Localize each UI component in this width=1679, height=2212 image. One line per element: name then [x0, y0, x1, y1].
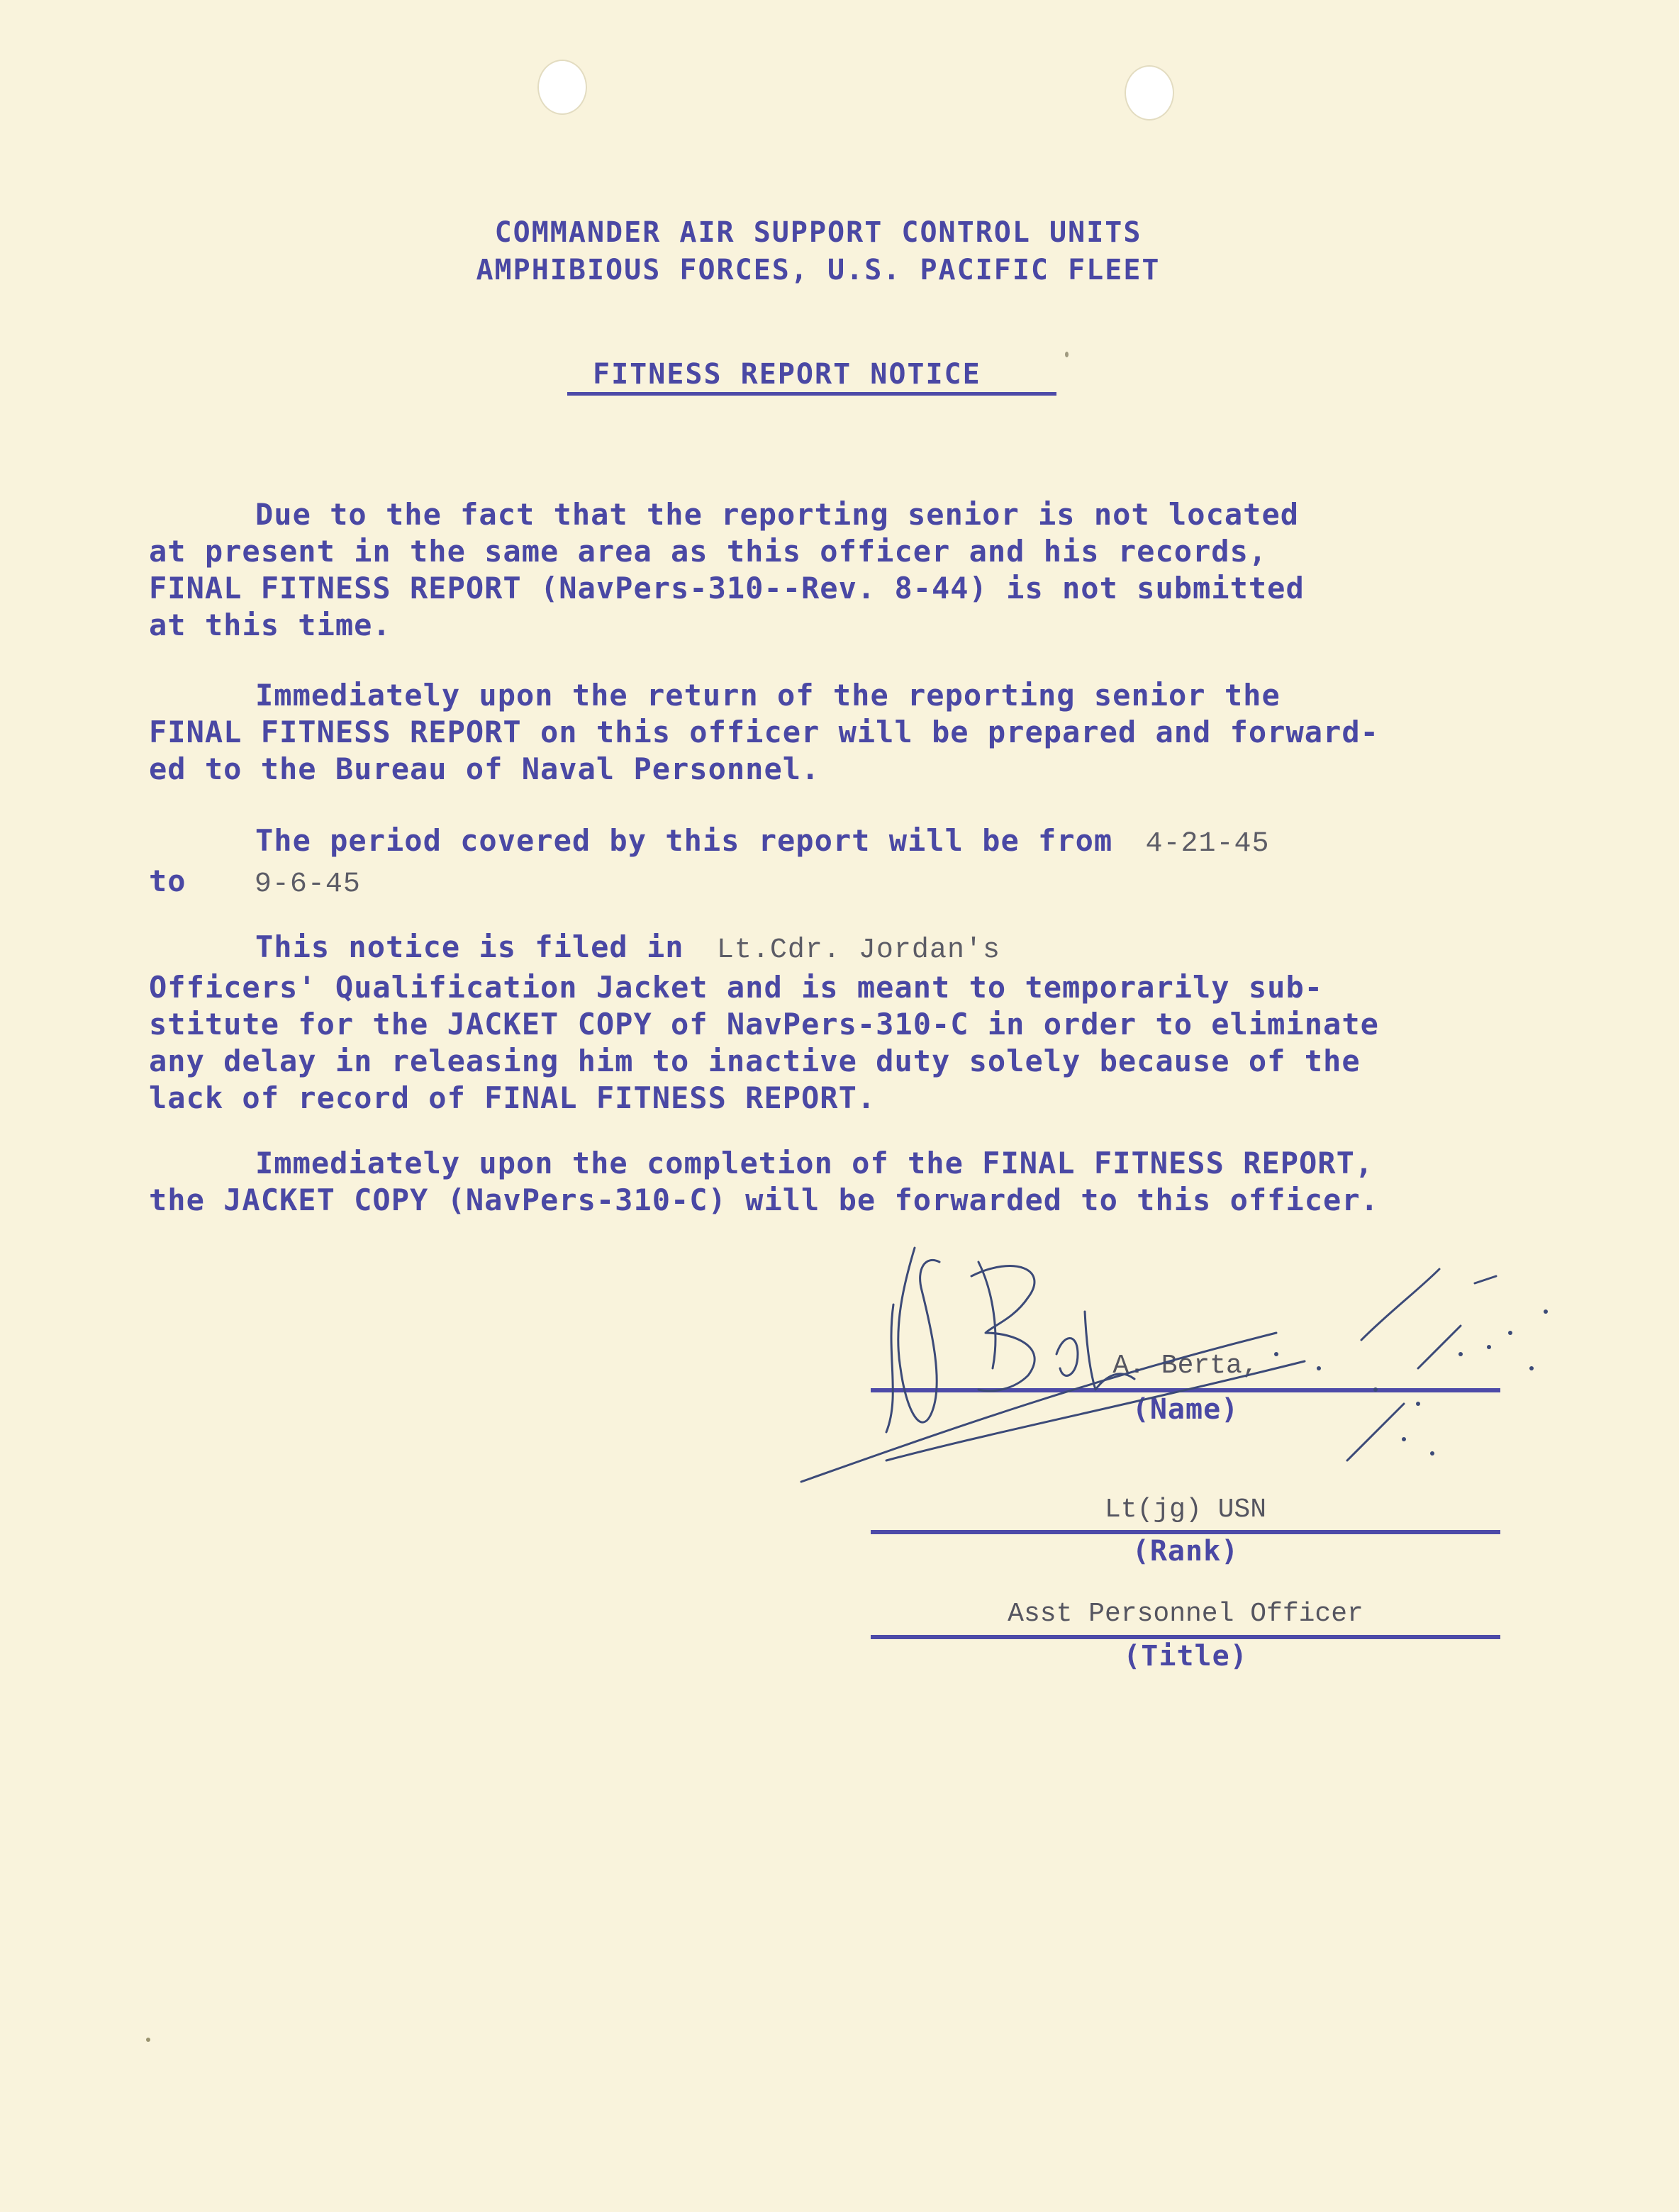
- period-text: The period covered by this report will be from: [255, 823, 1113, 858]
- paragraph-line: Due to the fact that the reporting senior is not located: [255, 497, 1300, 532]
- paragraph-line: FINAL FITNESS REPORT (NavPers-310--Rev. 8-44) is not submitted: [149, 571, 1305, 605]
- paragraph-line: FINAL FITNESS REPORT on this officer will be prepared and forward-: [149, 715, 1379, 749]
- title-line: [871, 1635, 1500, 1639]
- title-underline: [567, 392, 1056, 396]
- filed-in-text: This notice is filed in: [255, 929, 684, 964]
- title-caption: (Title): [1123, 1640, 1248, 1672]
- period-to-label: to: [149, 864, 186, 898]
- paragraph-5: [149, 1145, 1539, 1219]
- paragraph-line: ed to the Bureau of Naval Personnel.: [149, 752, 820, 786]
- punch-hole-right: [1125, 65, 1174, 121]
- paragraph-2: [149, 677, 1539, 788]
- paragraph-4: [149, 929, 1539, 1117]
- rank-value: Lt(jg) USN: [1104, 1495, 1267, 1525]
- paragraph-line: the JACKET COPY (NavPers-310-C) will be forwarded to this officer.: [149, 1183, 1379, 1217]
- rank-caption: (Rank): [1132, 1535, 1239, 1568]
- header-line-1: COMMANDER AIR SUPPORT CONTROL UNITS: [494, 216, 1142, 249]
- period-start-date: 4-21-45: [1145, 828, 1270, 860]
- paragraph-line: Immediately upon the completion of the FINAL FITNESS REPORT,: [255, 1146, 1374, 1180]
- name-value: A. Berta,: [1112, 1351, 1259, 1381]
- header-line-2: AMPHIBIOUS FORCES, U.S. PACIFIC FLEET: [476, 254, 1161, 286]
- paragraph-line: any delay in releasing him to inactive duty solely because of the: [149, 1044, 1361, 1078]
- paragraph-line: Immediately upon the return of the reporting senior the: [255, 678, 1281, 713]
- paper-speck: [1065, 352, 1069, 357]
- paper-speck: [146, 2038, 150, 2042]
- punch-hole-left: [537, 60, 587, 115]
- name-caption: (Name): [1132, 1393, 1239, 1426]
- paragraph-1: [149, 496, 1539, 644]
- title-value: Asst Personnel Officer: [1008, 1599, 1363, 1629]
- paragraph-line: lack of record of FINAL FITNESS REPORT.: [149, 1080, 876, 1115]
- document-title: FITNESS REPORT NOTICE: [593, 358, 981, 391]
- rank-line: [871, 1530, 1500, 1534]
- paragraph-line: at present in the same area as this officer and his records,: [149, 534, 1268, 569]
- handwritten-signature: [780, 1227, 1574, 1496]
- officer-name: Lt.Cdr. Jordan's: [716, 934, 1000, 966]
- paragraph-line: Officers' Qualification Jacket and is meant to temporarily sub-: [149, 970, 1324, 1005]
- paragraph-line: stitute for the JACKET COPY of NavPers-310-C in order to eliminate: [149, 1007, 1379, 1041]
- paragraph-3: [149, 822, 1539, 903]
- period-end-date: 9-6-45: [254, 868, 361, 900]
- paragraph-line: at this time.: [149, 608, 391, 642]
